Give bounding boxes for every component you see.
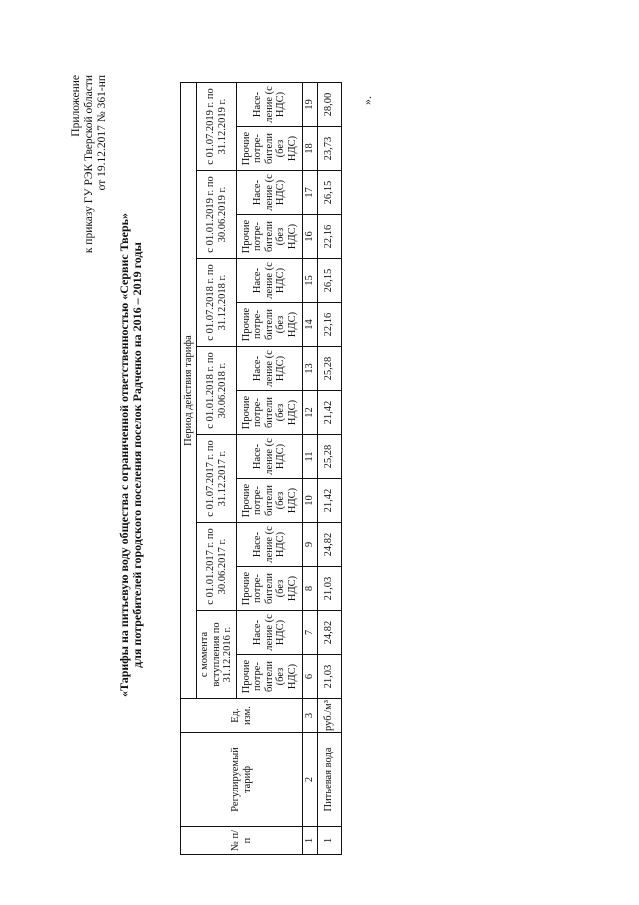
period-5: с 01.07.2018 г. по 31.12.2018 г. <box>197 259 237 347</box>
col-index-cell: 10 <box>303 479 318 523</box>
value-cell: 25,28 <box>317 347 341 391</box>
col-index-cell: 17 <box>303 171 318 215</box>
title-line-2: для потребителей городского поселения поселок Радченко на 2016 – 2019 годы <box>130 242 144 668</box>
sub-other-2: Прочие потре-бители (без НДС) <box>237 567 303 611</box>
sub-population-1: Насе-ление (с НДС) <box>237 611 303 655</box>
col-unit-header: Ед. изм. <box>181 699 303 733</box>
column-index-row <box>303 83 318 855</box>
appendix-line-1: Приложение <box>70 75 82 137</box>
col-index-cell: 6 <box>303 655 318 699</box>
closing-quote: ». <box>360 96 374 105</box>
period-4: с 01.01.2018 г. по 30.06.2018 г. <box>197 347 237 435</box>
col-index-cell: 19 <box>303 83 318 127</box>
period-6: с 01.01.2019 г. по 30.06.2019 г. <box>197 171 237 259</box>
tariff-table <box>180 82 342 855</box>
col-index-cell: 11 <box>303 435 318 479</box>
col-index-cell: 1 <box>303 827 318 855</box>
col-index-cell: 18 <box>303 127 318 171</box>
sub-other-6: Прочие потре-бители (без НДС) <box>237 215 303 259</box>
row-tariff-name: Питьевая вода <box>317 733 341 827</box>
col-index-cell: 9 <box>303 523 318 567</box>
header-row-1 <box>181 83 197 855</box>
period-7: с 01.07.2019 г. по 31.12.2019 г. <box>197 83 237 171</box>
sub-other-1: Прочие потре-бители (без НДС) <box>237 655 303 699</box>
sub-population-5: Насе-ление (с НДС) <box>237 259 303 303</box>
col-index-cell: 16 <box>303 215 318 259</box>
table-row <box>317 83 341 855</box>
sub-other-5: Прочие потре-бители (без НДС) <box>237 303 303 347</box>
sub-other-4: Прочие потре-бители (без НДС) <box>237 391 303 435</box>
value-cell: 21,03 <box>317 567 341 611</box>
sub-population-4: Насе-ление (с НДС) <box>237 347 303 391</box>
sub-population-2: Насе-ление (с НДС) <box>237 523 303 567</box>
col-index-cell: 14 <box>303 303 318 347</box>
row-unit: руб./м³ <box>317 699 341 733</box>
period-3: с 01.07.2017 г. по 31.12.2017 г. <box>197 435 237 523</box>
value-cell: 22,16 <box>317 215 341 259</box>
value-cell: 25,28 <box>317 435 341 479</box>
value-cell: 22,16 <box>317 303 341 347</box>
value-cell: 24,82 <box>317 611 341 655</box>
value-cell: 21,42 <box>317 391 341 435</box>
col-num-header: № п/п <box>181 827 303 855</box>
value-cell: 23,73 <box>317 127 341 171</box>
col-index-cell: 2 <box>303 733 318 827</box>
sub-population-6: Насе-ление (с НДС) <box>237 171 303 215</box>
value-cell: 26,15 <box>317 259 341 303</box>
col-index-cell: 7 <box>303 611 318 655</box>
period-2: с 01.01.2017 г. по 30.06.2017 г. <box>197 523 237 611</box>
value-cell: 26,15 <box>317 171 341 215</box>
sub-population-3: Насе-ление (с НДС) <box>237 435 303 479</box>
col-tariff-header: Регулируемый тариф <box>181 733 303 827</box>
value-cell: 21,42 <box>317 479 341 523</box>
col-index-cell: 8 <box>303 567 318 611</box>
sub-population-7: Насе-ление (с НДС) <box>237 83 303 127</box>
appendix-line-3: от 19.12.2017 № 361-нп <box>96 75 108 191</box>
period-header: Период действия тарифа <box>181 83 197 699</box>
sub-other-7: Прочие потре-бители (без НДС) <box>237 127 303 171</box>
col-index-cell: 3 <box>303 699 318 733</box>
appendix-line-2: к приказу ГУ РЭК Тверской области <box>83 75 95 254</box>
document-title <box>118 135 144 775</box>
value-cell: 28,00 <box>317 83 341 127</box>
value-cell: 21,03 <box>317 655 341 699</box>
sub-other-3: Прочие потре-бители (без НДС) <box>237 479 303 523</box>
col-index-cell: 13 <box>303 347 318 391</box>
value-cell: 24,82 <box>317 523 341 567</box>
col-index-cell: 15 <box>303 259 318 303</box>
row-num: 1 <box>317 827 341 855</box>
col-index-cell: 12 <box>303 391 318 435</box>
period-1: с момента вступления по 31.12.2016 г. <box>197 611 237 699</box>
appendix-header <box>70 75 109 905</box>
title-line-1: «Тарифы на питьевую воду общества с ограниченной ответственностью «Сервис Тверь» <box>117 213 131 697</box>
